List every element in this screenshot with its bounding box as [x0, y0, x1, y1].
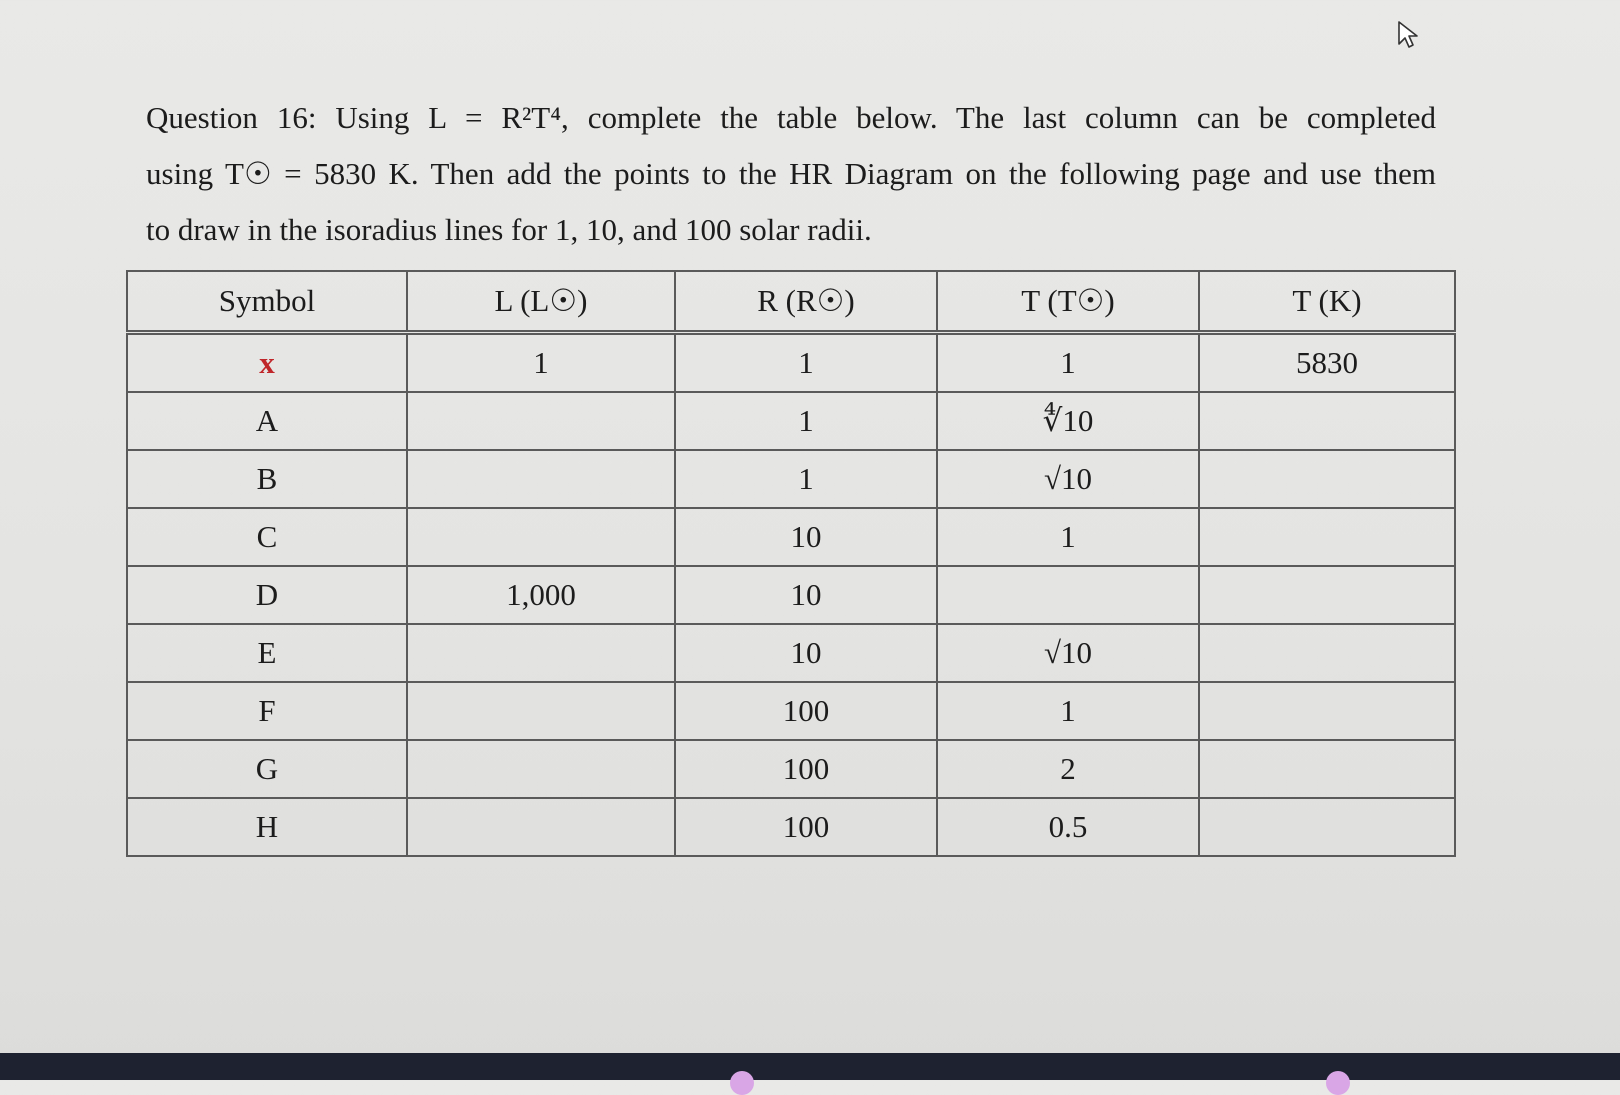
temperature-solar-cell[interactable] [937, 566, 1199, 624]
symbol-cell: F [127, 682, 407, 740]
symbol-cell: D [127, 566, 407, 624]
question-line-1: Question 16: Using L = R²T⁴, complete the table below. The last column can be completed [146, 100, 1436, 135]
table-row [127, 566, 1455, 624]
symbol-cell: C [127, 508, 407, 566]
radius-cell: 10 [675, 566, 937, 624]
luminosity-cell[interactable] [407, 624, 675, 682]
question-line-2: using T☉ = 5830 K. Then add the points to the HR Diagram on the following page and use them [146, 156, 1436, 191]
radius-cell: 1 [675, 392, 937, 450]
table-row [127, 740, 1455, 798]
taskbar-app-icon[interactable] [1326, 1071, 1350, 1095]
temperature-kelvin-cell[interactable] [1199, 508, 1455, 566]
temperature-kelvin-cell[interactable] [1199, 566, 1455, 624]
temperature-kelvin-cell[interactable] [1199, 740, 1455, 798]
radius-cell: 10 [675, 508, 937, 566]
radius-cell: 100 [675, 798, 937, 856]
radius-cell: 100 [675, 740, 937, 798]
temperature-solar-cell[interactable]: √10 [937, 450, 1199, 508]
table-row [127, 392, 1455, 450]
luminosity-cell[interactable]: 1 [407, 333, 675, 393]
table-row [127, 333, 1455, 393]
table-row [127, 624, 1455, 682]
luminosity-cell[interactable]: 1,000 [407, 566, 675, 624]
temperature-solar-cell[interactable]: √10 [937, 624, 1199, 682]
luminosity-cell[interactable] [407, 392, 675, 450]
temperature-kelvin-cell[interactable] [1199, 624, 1455, 682]
luminosity-cell[interactable] [407, 798, 675, 856]
symbol-cell: G [127, 740, 407, 798]
radius-cell: 100 [675, 682, 937, 740]
header-temperature-kelvin: T (K) [1199, 271, 1455, 333]
temperature-kelvin-cell[interactable]: 5830 [1199, 333, 1455, 393]
luminosity-cell[interactable] [407, 450, 675, 508]
temperature-solar-cell[interactable]: 1 [937, 508, 1199, 566]
question-text [146, 90, 1436, 258]
data-table [126, 270, 1456, 857]
luminosity-cell[interactable] [407, 740, 675, 798]
temperature-kelvin-cell[interactable] [1199, 682, 1455, 740]
header-temperature-solar: T (T☉) [937, 271, 1199, 333]
radius-cell: 1 [675, 333, 937, 393]
luminosity-cell[interactable] [407, 682, 675, 740]
temperature-solar-cell[interactable]: 1 [937, 682, 1199, 740]
symbol-cell: B [127, 450, 407, 508]
temperature-kelvin-cell[interactable] [1199, 798, 1455, 856]
temperature-kelvin-cell[interactable] [1199, 450, 1455, 508]
radius-cell: 1 [675, 450, 937, 508]
table-row [127, 798, 1455, 856]
temperature-solar-cell[interactable]: 0.5 [937, 798, 1199, 856]
header-symbol: Symbol [127, 271, 407, 333]
radius-cell: 10 [675, 624, 937, 682]
mouse-pointer-icon [1396, 20, 1422, 50]
temperature-solar-cell[interactable]: 1 [937, 333, 1199, 393]
taskbar-app-icon[interactable] [730, 1071, 754, 1095]
temperature-solar-cell[interactable]: 2 [937, 740, 1199, 798]
table-row [127, 682, 1455, 740]
header-luminosity: L (L☉) [407, 271, 675, 333]
table-row [127, 450, 1455, 508]
symbol-cell: x [127, 333, 407, 393]
temperature-kelvin-cell[interactable] [1199, 392, 1455, 450]
symbol-cell: A [127, 392, 407, 450]
table-header-row [127, 271, 1455, 333]
header-radius: R (R☉) [675, 271, 937, 333]
temperature-solar-cell[interactable]: ∜10 [937, 392, 1199, 450]
question-line-3: to draw in the isoradius lines for 1, 10, and 100 solar radii. [146, 212, 872, 247]
symbol-cell: E [127, 624, 407, 682]
luminosity-cell[interactable] [407, 508, 675, 566]
taskbar [0, 1053, 1620, 1080]
table-row [127, 508, 1455, 566]
symbol-cell: H [127, 798, 407, 856]
